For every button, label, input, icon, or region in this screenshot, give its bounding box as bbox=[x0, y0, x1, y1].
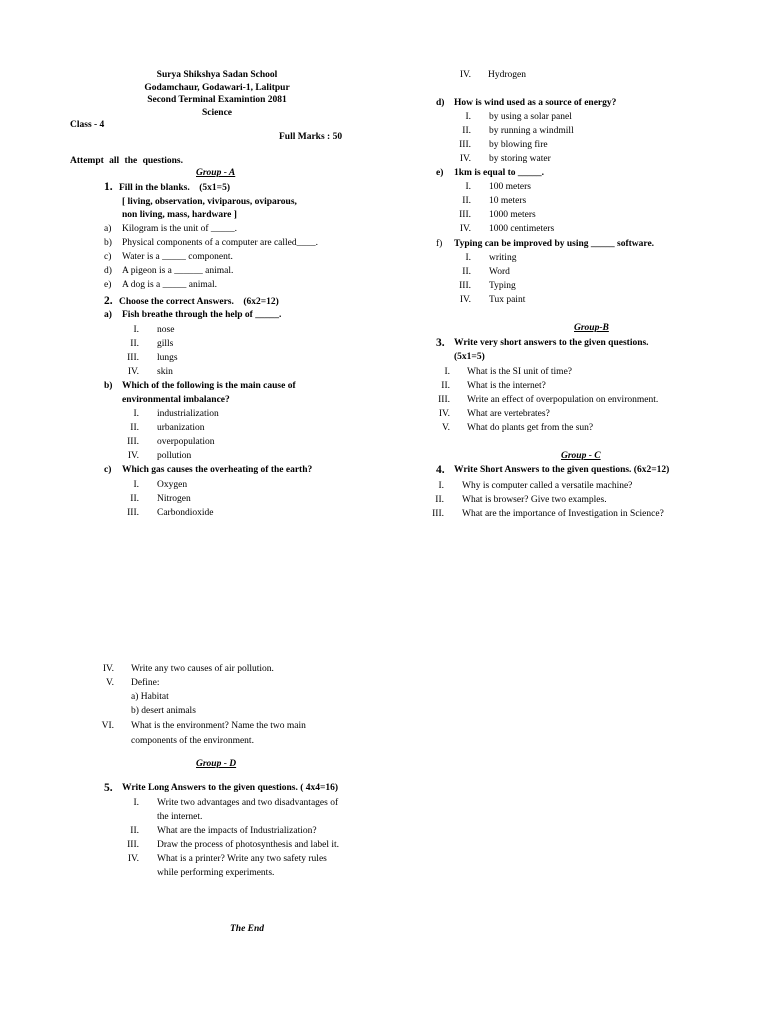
q2f-question bbox=[436, 238, 655, 251]
question-text: Fish breathe through the help of _____. bbox=[122, 310, 282, 320]
option bbox=[440, 266, 510, 279]
list-item-cont: the internet. bbox=[157, 812, 203, 822]
list-item bbox=[428, 366, 573, 379]
option bbox=[440, 294, 526, 307]
q2-number: 2. bbox=[104, 295, 113, 307]
item-text: What is the internet? bbox=[467, 381, 546, 391]
option-mark: II. bbox=[130, 494, 139, 504]
option bbox=[440, 181, 531, 194]
group-a-title: Group - A bbox=[196, 168, 236, 178]
option-text: 1000 meters bbox=[489, 210, 536, 220]
option bbox=[120, 324, 175, 337]
option-text: writing bbox=[489, 253, 517, 263]
group-c-title: Group - C bbox=[561, 451, 601, 461]
item-text: Kilogram is the unit of _____. bbox=[122, 224, 238, 234]
list-item bbox=[90, 663, 274, 676]
item-text: What is a printer? Write any two safety rules bbox=[157, 854, 327, 864]
item-mark: III. bbox=[432, 509, 444, 519]
item-text: Write two advantages and two disadvantages of bbox=[157, 798, 339, 808]
q1-word-bank-1: [ living, observation, viviparous, oviparous, bbox=[122, 197, 297, 207]
option-text: by blowing fire bbox=[489, 140, 548, 150]
q2b-question bbox=[104, 380, 296, 393]
option-text: pollution bbox=[157, 451, 192, 461]
q1-title: Fill in the blanks. (5x1=5) bbox=[119, 183, 230, 193]
q5-title: Write Long Answers to the given questions. ( 4x4=16) bbox=[122, 783, 339, 793]
option-mark: II. bbox=[130, 339, 139, 349]
option bbox=[120, 436, 215, 449]
option bbox=[120, 507, 214, 520]
item-mark: VI. bbox=[101, 721, 114, 731]
option-mark: IV. bbox=[459, 154, 471, 164]
q1-word-bank-2: non living, mass, hardware ] bbox=[122, 210, 237, 220]
option-mark: I. bbox=[133, 325, 139, 335]
q2d-question bbox=[436, 97, 617, 110]
list-item bbox=[422, 480, 633, 493]
question-text: Which of the following is the main cause of bbox=[122, 381, 296, 391]
item-text: Define: bbox=[131, 678, 160, 688]
q5-heading bbox=[104, 782, 339, 796]
list-subitem: b) desert animals bbox=[131, 706, 196, 716]
item-text: Why is computer called a versatile machine? bbox=[462, 481, 633, 491]
q4-number: 4. bbox=[436, 464, 445, 476]
option-mark: III. bbox=[127, 437, 139, 447]
question-text: How is wind used as a source of energy? bbox=[454, 98, 617, 108]
item-mark: c) bbox=[104, 465, 112, 475]
option-mark: II. bbox=[462, 267, 471, 277]
option-text: Oxygen bbox=[157, 480, 188, 490]
q3-number: 3. bbox=[436, 337, 445, 349]
item-text: Draw the process of photosynthesis and label it. bbox=[157, 840, 340, 850]
option bbox=[120, 352, 178, 365]
item-mark: II. bbox=[435, 495, 444, 505]
item-text: What is the environment? Name the two main bbox=[131, 721, 306, 731]
list-item bbox=[90, 677, 160, 690]
item-mark: II. bbox=[130, 826, 139, 836]
the-end: The End bbox=[230, 924, 265, 934]
option-text: Tux paint bbox=[489, 295, 526, 305]
list-item bbox=[428, 380, 546, 393]
item-mark: IV. bbox=[127, 854, 139, 864]
item-mark: III. bbox=[438, 395, 450, 405]
option bbox=[120, 408, 219, 421]
list-item bbox=[104, 251, 233, 264]
item-text: Write any two causes of air pollution. bbox=[131, 664, 274, 674]
q5-number: 5. bbox=[104, 782, 113, 794]
list-item bbox=[104, 237, 319, 250]
question-text: Which gas causes the overheating of the earth? bbox=[122, 465, 313, 475]
subject-name: Science bbox=[201, 107, 233, 118]
item-mark: V. bbox=[441, 423, 450, 433]
option-text: Word bbox=[489, 267, 510, 277]
item-text: Write an effect of overpopulation on environment. bbox=[467, 395, 659, 405]
list-item bbox=[104, 265, 234, 278]
item-mark: e) bbox=[436, 168, 444, 178]
q3-heading bbox=[436, 337, 649, 351]
option bbox=[440, 252, 517, 265]
q2c-question bbox=[104, 464, 313, 477]
list-item bbox=[428, 394, 659, 407]
item-mark: a) bbox=[104, 224, 112, 234]
item-text: What are the importance of Investigation in Science? bbox=[462, 509, 664, 519]
item-mark: IV. bbox=[438, 409, 450, 419]
option bbox=[440, 280, 516, 293]
list-item bbox=[422, 494, 607, 507]
list-item bbox=[104, 223, 238, 236]
question-text: 1km is equal to _____. bbox=[454, 168, 544, 178]
item-mark: II. bbox=[441, 381, 450, 391]
item-mark: b) bbox=[104, 238, 112, 248]
option-text: by using a solar panel bbox=[489, 112, 572, 122]
list-item bbox=[422, 508, 664, 521]
list-item bbox=[428, 408, 550, 421]
item-text: Physical components of a computer are called____. bbox=[122, 238, 319, 248]
option-text: Hydrogen bbox=[488, 70, 526, 80]
list-subitem: a) Habitat bbox=[131, 692, 169, 702]
option-mark: III. bbox=[459, 140, 471, 150]
list-item-cont: while performing experiments. bbox=[157, 868, 275, 878]
option bbox=[120, 366, 173, 379]
school-name: Surya Shikshya Sadan School bbox=[156, 70, 278, 80]
list-item bbox=[104, 279, 217, 292]
list-item bbox=[120, 825, 317, 838]
exam-header bbox=[110, 69, 324, 119]
option-mark: I. bbox=[465, 112, 471, 122]
item-text: What is browser? Give two examples. bbox=[462, 495, 607, 505]
item-mark: a) bbox=[104, 310, 112, 320]
option-mark: I. bbox=[465, 253, 471, 263]
option-text: 10 meters bbox=[489, 196, 527, 206]
option-mark: III. bbox=[459, 210, 471, 220]
option bbox=[440, 223, 555, 236]
q3-marks: (5x1=5) bbox=[454, 352, 485, 362]
option bbox=[440, 195, 527, 208]
option bbox=[120, 493, 191, 506]
item-text: What are the impacts of Industrialization? bbox=[157, 826, 317, 836]
option-text: overpopulation bbox=[157, 437, 215, 447]
item-text: What is the SI unit of time? bbox=[467, 367, 573, 377]
q4-heading bbox=[436, 464, 670, 478]
option-mark: IV. bbox=[459, 224, 471, 234]
option-text: Nitrogen bbox=[157, 494, 191, 504]
option-mark: III. bbox=[127, 353, 139, 363]
item-text: What are vertebrates? bbox=[467, 409, 550, 419]
item-text: A dog is a _____ animal. bbox=[122, 280, 217, 290]
item-text: Water is a _____ component. bbox=[122, 252, 233, 262]
q2a-question bbox=[104, 309, 282, 322]
option bbox=[120, 479, 188, 492]
option-text: urbanization bbox=[157, 423, 205, 433]
exam-title: Second Terminal Examintion 2081 bbox=[147, 95, 287, 105]
q2-title: Choose the correct Answers. (6x2=12) bbox=[119, 297, 279, 307]
school-address: Godamchaur, Godawari-1, Lalitpur bbox=[144, 82, 290, 93]
list-item bbox=[120, 853, 327, 866]
option-mark: III. bbox=[127, 508, 139, 518]
q2e-question bbox=[436, 167, 544, 180]
option bbox=[440, 153, 551, 166]
item-mark: b) bbox=[104, 381, 113, 391]
option-text: by storing water bbox=[489, 154, 551, 164]
option-mark: I. bbox=[465, 182, 471, 192]
item-mark: I. bbox=[444, 367, 450, 377]
option-text: gills bbox=[157, 339, 174, 349]
option bbox=[440, 111, 572, 124]
option-mark: IV. bbox=[127, 451, 139, 461]
option bbox=[440, 139, 548, 152]
option-text: nose bbox=[157, 325, 175, 335]
list-item bbox=[90, 720, 306, 733]
item-mark: c) bbox=[104, 252, 112, 262]
full-marks: Full Marks : 50 bbox=[279, 132, 343, 142]
option-mark: II. bbox=[462, 126, 471, 136]
option-mark: III. bbox=[459, 281, 471, 291]
item-mark: III. bbox=[127, 840, 139, 850]
option-mark: II. bbox=[462, 196, 471, 206]
option bbox=[120, 422, 205, 435]
option-text: by running a windmill bbox=[489, 126, 574, 136]
list-item bbox=[428, 422, 594, 435]
q2-heading bbox=[104, 295, 279, 309]
group-d-title: Group - D bbox=[196, 759, 237, 769]
q1-number: 1. bbox=[104, 181, 113, 193]
option-mark: IV. bbox=[127, 367, 139, 377]
option-mark: I. bbox=[133, 409, 139, 419]
item-mark: I. bbox=[438, 481, 444, 491]
class-label: Class - 4 bbox=[70, 120, 105, 130]
option-text: Typing bbox=[489, 281, 516, 291]
item-mark: e) bbox=[104, 280, 112, 290]
item-mark: d) bbox=[436, 98, 445, 108]
instruction: Attempt all the questions. bbox=[70, 156, 183, 166]
item-mark: f) bbox=[436, 239, 443, 249]
option bbox=[120, 338, 174, 351]
q3-title: Write very short answers to the given questions. bbox=[454, 338, 649, 348]
option-text: industrialization bbox=[157, 409, 219, 419]
option-mark: I. bbox=[133, 480, 139, 490]
option-mark: IV. bbox=[459, 295, 471, 305]
option bbox=[440, 209, 536, 222]
option-text: 100 meters bbox=[489, 182, 531, 192]
option-text: Carbondioxide bbox=[157, 508, 214, 518]
item-text: A pigeon is a ______ animal. bbox=[122, 266, 234, 276]
group-b-title: Group-B bbox=[574, 323, 609, 333]
list-item-cont: components of the environment. bbox=[131, 736, 254, 746]
q4-title: Write Short Answers to the given questions. (6x2=12) bbox=[454, 465, 670, 475]
item-mark: I. bbox=[133, 798, 139, 808]
q2b-question-cont: environmental imbalance? bbox=[122, 395, 230, 405]
option-text: lungs bbox=[157, 353, 178, 363]
option-mark: II. bbox=[130, 423, 139, 433]
question-text: Typing can be improved by using _____ software. bbox=[454, 239, 655, 249]
option-text: skin bbox=[157, 367, 173, 377]
option bbox=[120, 450, 192, 463]
item-mark: V. bbox=[105, 678, 114, 688]
option-text: 1000 centimeters bbox=[489, 224, 555, 234]
list-item bbox=[120, 797, 339, 810]
item-mark: IV. bbox=[102, 664, 114, 674]
list-item bbox=[120, 839, 340, 852]
option bbox=[440, 69, 526, 82]
q1-heading bbox=[104, 181, 230, 195]
item-text: What do plants get from the sun? bbox=[467, 423, 594, 433]
item-mark: d) bbox=[104, 266, 112, 276]
option bbox=[440, 125, 574, 138]
option-mark: IV. bbox=[459, 70, 471, 80]
